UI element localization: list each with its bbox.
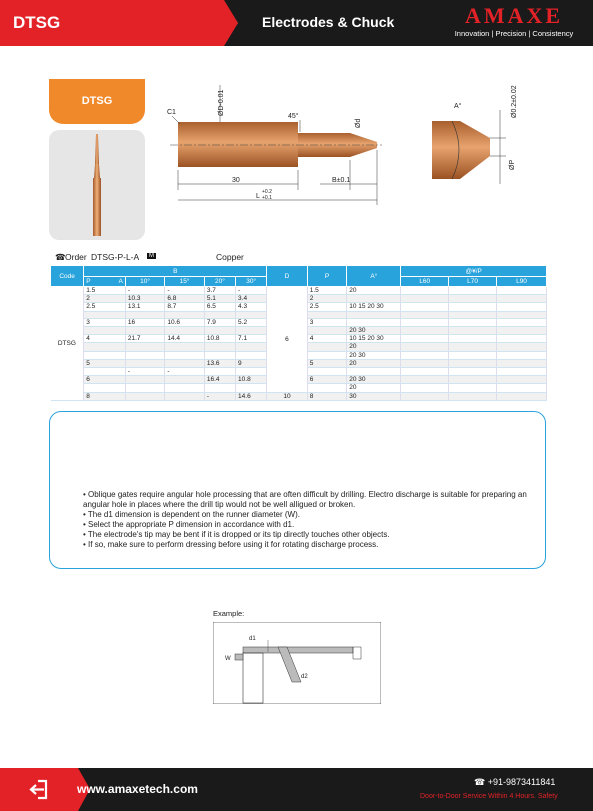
technical-drawing bbox=[160, 80, 555, 220]
sub-l90: L90 bbox=[496, 277, 546, 287]
col-code: Code bbox=[51, 266, 84, 287]
table-row bbox=[51, 392, 547, 400]
cell-pp bbox=[307, 343, 347, 351]
example-d1: d1 bbox=[249, 636, 256, 642]
cell-p: 3 bbox=[84, 318, 126, 326]
page-title: DTSG bbox=[13, 13, 61, 32]
col-b: B bbox=[84, 266, 267, 277]
cell-l90 bbox=[496, 343, 546, 351]
cell-l90 bbox=[496, 368, 546, 376]
cell-l60 bbox=[401, 318, 449, 326]
cell-l90 bbox=[496, 303, 546, 311]
cell-l70 bbox=[449, 327, 497, 335]
cell-pp: 2.5 bbox=[307, 303, 347, 311]
cell-a15 bbox=[165, 384, 205, 392]
cell-a20: 7.9 bbox=[204, 318, 235, 326]
cell-code: DTSG bbox=[51, 287, 84, 401]
dim-c1: C1 bbox=[167, 109, 176, 116]
cell-a15 bbox=[165, 392, 205, 400]
section-title: Electrodes & Chuck bbox=[262, 14, 395, 30]
cell-angles bbox=[347, 318, 401, 326]
cell-p: 6 bbox=[84, 376, 126, 384]
cell-a30: 14.6 bbox=[236, 392, 267, 400]
cell-a20: 13.6 bbox=[204, 359, 235, 367]
cell-a30 bbox=[236, 343, 267, 351]
cell-l60 bbox=[401, 335, 449, 343]
cell-l90 bbox=[496, 311, 546, 318]
cell-a30: 4.3 bbox=[236, 303, 267, 311]
cell-a20 bbox=[204, 327, 235, 335]
cell-p: 2.5 bbox=[84, 303, 126, 311]
cell-a30: 3.4 bbox=[236, 295, 267, 303]
cell-pp: 3 bbox=[307, 318, 347, 326]
cell-a10: 21.7 bbox=[125, 335, 165, 343]
dim-l-plus: +0.2 bbox=[262, 189, 272, 195]
note-item: • Oblique gates require angular hole processing that are often difficult by drilling. Electro discharge is suitable for preparing an angular hole in places where the drill tip would not be well alligued or broken. bbox=[83, 490, 527, 509]
cell-a10: 16 bbox=[125, 318, 165, 326]
cell-a15: - bbox=[165, 368, 205, 376]
brand-tagline: Innovation | Precision | Consistency bbox=[454, 29, 574, 38]
service-text: Door-to-Door Service Within 4 Hours. Safety bbox=[420, 793, 558, 800]
cell-a10: 10.3 bbox=[125, 295, 165, 303]
cell-p bbox=[84, 384, 126, 392]
cell-p bbox=[84, 343, 126, 351]
cell-pp: 6 bbox=[307, 376, 347, 384]
cell-p bbox=[84, 327, 126, 335]
cell-a10 bbox=[125, 392, 165, 400]
cell-a10 bbox=[125, 343, 165, 351]
cell-a30 bbox=[236, 368, 267, 376]
cell-pp bbox=[307, 327, 347, 335]
dim-od1: Ød bbox=[355, 118, 362, 128]
exit-icon bbox=[0, 768, 60, 811]
cell-a10: - bbox=[125, 368, 165, 376]
sub-30: 30° bbox=[236, 277, 267, 287]
cell-angles bbox=[347, 295, 401, 303]
cell-l60 bbox=[401, 376, 449, 384]
dim-right-angle: A° bbox=[454, 103, 462, 110]
cell-p: 2 bbox=[84, 295, 126, 303]
cell-l60 bbox=[401, 384, 449, 392]
cell-l70 bbox=[449, 351, 497, 359]
cell-angles: 20 bbox=[347, 343, 401, 351]
cell-a20: 16.4 bbox=[204, 376, 235, 384]
cell-l60 bbox=[401, 295, 449, 303]
cell-a30 bbox=[236, 327, 267, 335]
cell-a30: 5.2 bbox=[236, 318, 267, 326]
cell-l70 bbox=[449, 295, 497, 303]
cell-a30: - bbox=[236, 287, 267, 295]
cell-pp bbox=[307, 311, 347, 318]
cell-angles: 20 bbox=[347, 384, 401, 392]
cell-l90 bbox=[496, 287, 546, 295]
sub-20: 20° bbox=[204, 277, 235, 287]
cell-a15: 14.4 bbox=[165, 335, 205, 343]
cell-a20 bbox=[204, 384, 235, 392]
cell-angles: 20 30 bbox=[347, 376, 401, 384]
cell-l70 bbox=[449, 287, 497, 295]
sub-l60: L60 bbox=[401, 277, 449, 287]
note-item: • If so, make sure to perform dressing before using it for rotating discharge process. bbox=[83, 540, 379, 549]
cell-a10: - bbox=[125, 287, 165, 295]
cell-p: 1.5 bbox=[84, 287, 126, 295]
cell-pp: 4 bbox=[307, 335, 347, 343]
cell-a15 bbox=[165, 376, 205, 384]
website-link[interactable]: www.amaxetech.com bbox=[77, 782, 198, 796]
cell-p: 4 bbox=[84, 335, 126, 343]
cell-angles bbox=[347, 368, 401, 376]
cell-l90 bbox=[496, 295, 546, 303]
cell-l60 bbox=[401, 351, 449, 359]
cell-l60 bbox=[401, 327, 449, 335]
cell-a15 bbox=[165, 343, 205, 351]
cell-l90 bbox=[496, 351, 546, 359]
cell-a20: 5.1 bbox=[204, 295, 235, 303]
cell-pp: 2 bbox=[307, 295, 347, 303]
cell-l60 bbox=[401, 311, 449, 318]
cell-angles: 20 bbox=[347, 359, 401, 367]
cell-a20 bbox=[204, 368, 235, 376]
cell-pp: 8 bbox=[307, 392, 347, 400]
electrode-photo-icon bbox=[49, 130, 145, 240]
cell-l90 bbox=[496, 327, 546, 335]
cell-a15: 8.7 bbox=[165, 303, 205, 311]
cell-l60 bbox=[401, 359, 449, 367]
example-w: W bbox=[225, 656, 231, 662]
cell-a15: 10.6 bbox=[165, 318, 205, 326]
cell-a20 bbox=[204, 351, 235, 359]
example-label: Example: bbox=[213, 609, 245, 618]
cell-p bbox=[84, 368, 126, 376]
sub-pa: P A bbox=[84, 277, 126, 287]
note-item: • The electrode's tip may be bent if it is dropped or its tip directly touches other objects. bbox=[83, 530, 390, 539]
example-drawing bbox=[213, 622, 381, 709]
sub-15: 15° bbox=[165, 277, 205, 287]
cell-d: 6 bbox=[267, 287, 308, 393]
cell-a15 bbox=[165, 327, 205, 335]
cell-a30: 7.1 bbox=[236, 335, 267, 343]
cell-l70 bbox=[449, 318, 497, 326]
dim-right-p: ØP bbox=[509, 159, 516, 170]
phone-icon: ☎ bbox=[55, 252, 66, 262]
cell-p: 8 bbox=[84, 392, 126, 400]
cell-a30: 9 bbox=[236, 359, 267, 367]
cell-l70 bbox=[449, 359, 497, 367]
cell-p bbox=[84, 311, 126, 318]
cell-a20: 3.7 bbox=[204, 287, 235, 295]
col-p: P bbox=[307, 266, 347, 287]
cell-a10 bbox=[125, 327, 165, 335]
cell-a15: - bbox=[165, 287, 205, 295]
product-tab: DTSG bbox=[49, 79, 145, 124]
order-material: Copper bbox=[216, 252, 244, 262]
cell-pp: 1.5 bbox=[307, 287, 347, 295]
cell-l60 bbox=[401, 303, 449, 311]
dim-l-minus: +0.1 bbox=[262, 195, 272, 201]
spec-table bbox=[50, 265, 547, 401]
dim-30: 30 bbox=[232, 177, 240, 184]
cell-angles bbox=[347, 311, 401, 318]
cell-a10 bbox=[125, 384, 165, 392]
product-photo bbox=[49, 130, 145, 240]
cell-a30: 10.8 bbox=[236, 376, 267, 384]
col-a: A° bbox=[347, 266, 401, 287]
dim-angle45: 45° bbox=[288, 113, 299, 120]
order-line bbox=[55, 252, 321, 264]
cell-a10 bbox=[125, 359, 165, 367]
cell-a15: 6.8 bbox=[165, 295, 205, 303]
cell-l90 bbox=[496, 392, 546, 400]
cell-a30 bbox=[236, 351, 267, 359]
note-item: • The d1 dimension is dependent on the runner diameter (W). bbox=[83, 510, 300, 519]
cell-pp bbox=[307, 384, 347, 392]
cell-angles: 10 15 20 30 bbox=[347, 335, 401, 343]
cell-l70 bbox=[449, 376, 497, 384]
cell-l70 bbox=[449, 384, 497, 392]
sub-l70: L70 bbox=[449, 277, 497, 287]
cell-angles: 20 30 bbox=[347, 351, 401, 359]
cell-a20: 6.5 bbox=[204, 303, 235, 311]
cell-l90 bbox=[496, 359, 546, 367]
cell-l90 bbox=[496, 376, 546, 384]
cell-l70 bbox=[449, 392, 497, 400]
dim-od: ØD-0.01 bbox=[218, 89, 225, 116]
cell-p: 5 bbox=[84, 359, 126, 367]
cell-a20: 10.8 bbox=[204, 335, 235, 343]
cell-angles: 30 bbox=[347, 392, 401, 400]
cell-a15 bbox=[165, 351, 205, 359]
cell-a30 bbox=[236, 311, 267, 318]
cell-l70 bbox=[449, 311, 497, 318]
example-d2: d2 bbox=[301, 674, 308, 680]
cell-a15 bbox=[165, 359, 205, 367]
note-item: • Select the appropriate P dimension in accordance with d1. bbox=[83, 520, 295, 529]
dim-l: L bbox=[256, 193, 260, 200]
cell-a15 bbox=[165, 311, 205, 318]
cell-a20: - bbox=[204, 392, 235, 400]
col-l: @¥/P bbox=[401, 266, 547, 277]
cell-pp bbox=[307, 351, 347, 359]
cell-a10 bbox=[125, 351, 165, 359]
brand-name: AMAXE bbox=[464, 3, 564, 28]
notes-box bbox=[49, 411, 546, 569]
cell-l60 bbox=[401, 368, 449, 376]
order-code: DTSG-P-L-A bbox=[91, 252, 140, 262]
cell-pp bbox=[307, 368, 347, 376]
cell-angles: 10 15 20 30 bbox=[347, 303, 401, 311]
table-row bbox=[51, 287, 547, 295]
dim-b: B±0.1 bbox=[332, 177, 351, 184]
cell-l60 bbox=[401, 392, 449, 400]
page-footer bbox=[0, 768, 593, 811]
cell-a10: 13.1 bbox=[125, 303, 165, 311]
cell-l90 bbox=[496, 384, 546, 392]
cell-l90 bbox=[496, 335, 546, 343]
brand-logo bbox=[442, 5, 586, 38]
cell-l60 bbox=[401, 287, 449, 295]
cell-a10 bbox=[125, 376, 165, 384]
col-d: D bbox=[267, 266, 308, 287]
material-icon: M bbox=[149, 253, 154, 259]
dim-right-od: Ø0.2±0.02 bbox=[511, 85, 518, 118]
phone-number: ☎ +91-9873411841 bbox=[474, 777, 556, 787]
cell-angles: 20 30 bbox=[347, 327, 401, 335]
cell-a10 bbox=[125, 311, 165, 318]
cell-angles: 20 bbox=[347, 287, 401, 295]
phone-icon: ☎ bbox=[474, 777, 488, 787]
cell-p bbox=[84, 351, 126, 359]
cell-l60 bbox=[401, 343, 449, 351]
cell-pp: 5 bbox=[307, 359, 347, 367]
cell-l70 bbox=[449, 335, 497, 343]
cell-a30 bbox=[236, 384, 267, 392]
cell-l90 bbox=[496, 318, 546, 326]
order-label: Order bbox=[65, 252, 87, 262]
cell-d: 10 bbox=[267, 392, 308, 400]
cell-a20 bbox=[204, 311, 235, 318]
cell-l70 bbox=[449, 303, 497, 311]
sub-10: 10° bbox=[125, 277, 165, 287]
cell-l70 bbox=[449, 343, 497, 351]
page-header bbox=[0, 0, 593, 46]
cell-l70 bbox=[449, 368, 497, 376]
cell-a20 bbox=[204, 343, 235, 351]
